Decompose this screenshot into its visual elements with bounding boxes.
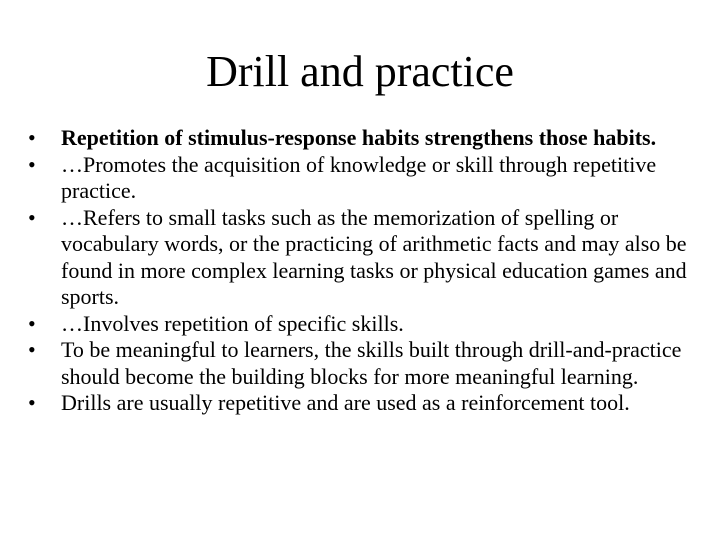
bullet-item — [28, 390, 696, 417]
bullet-icon: • — [28, 390, 36, 415]
bullet-list — [28, 125, 696, 417]
bullet-icon: • — [28, 151, 36, 177]
bullet-icon: • — [28, 125, 36, 150]
bullet-icon: • — [28, 310, 36, 336]
bullet-item — [28, 337, 696, 390]
bullet-item — [28, 125, 696, 152]
bullet-text: To be meaningful to learners, the skills built through drill-and-practice should become the building blocks for more meaningful learning. — [61, 337, 682, 389]
bullet-text: …Promotes the acquisition of knowledge or skill through repetitive practice. — [61, 151, 657, 203]
bullet-text: Drills are usually repetitive and are used as a reinforcement tool. — [61, 390, 630, 415]
slide-title: Drill and practice — [206, 47, 514, 96]
bullet-item — [28, 205, 696, 311]
bullet-item — [28, 311, 696, 338]
bullet-text: Repetition of stimulus-response habits strengthens those habits. — [61, 125, 657, 150]
bullet-icon: • — [28, 204, 36, 230]
bullet-icon: • — [28, 337, 36, 362]
bullet-item — [28, 152, 696, 205]
bullet-text: …Refers to small tasks such as the memorization of spelling or vocabulary words, or the practicing of arithmetic facts and may also be found in more complex learning tasks or physical education games and sports. — [61, 204, 687, 309]
bullet-text: …Involves repetition of specific skills. — [61, 310, 404, 336]
